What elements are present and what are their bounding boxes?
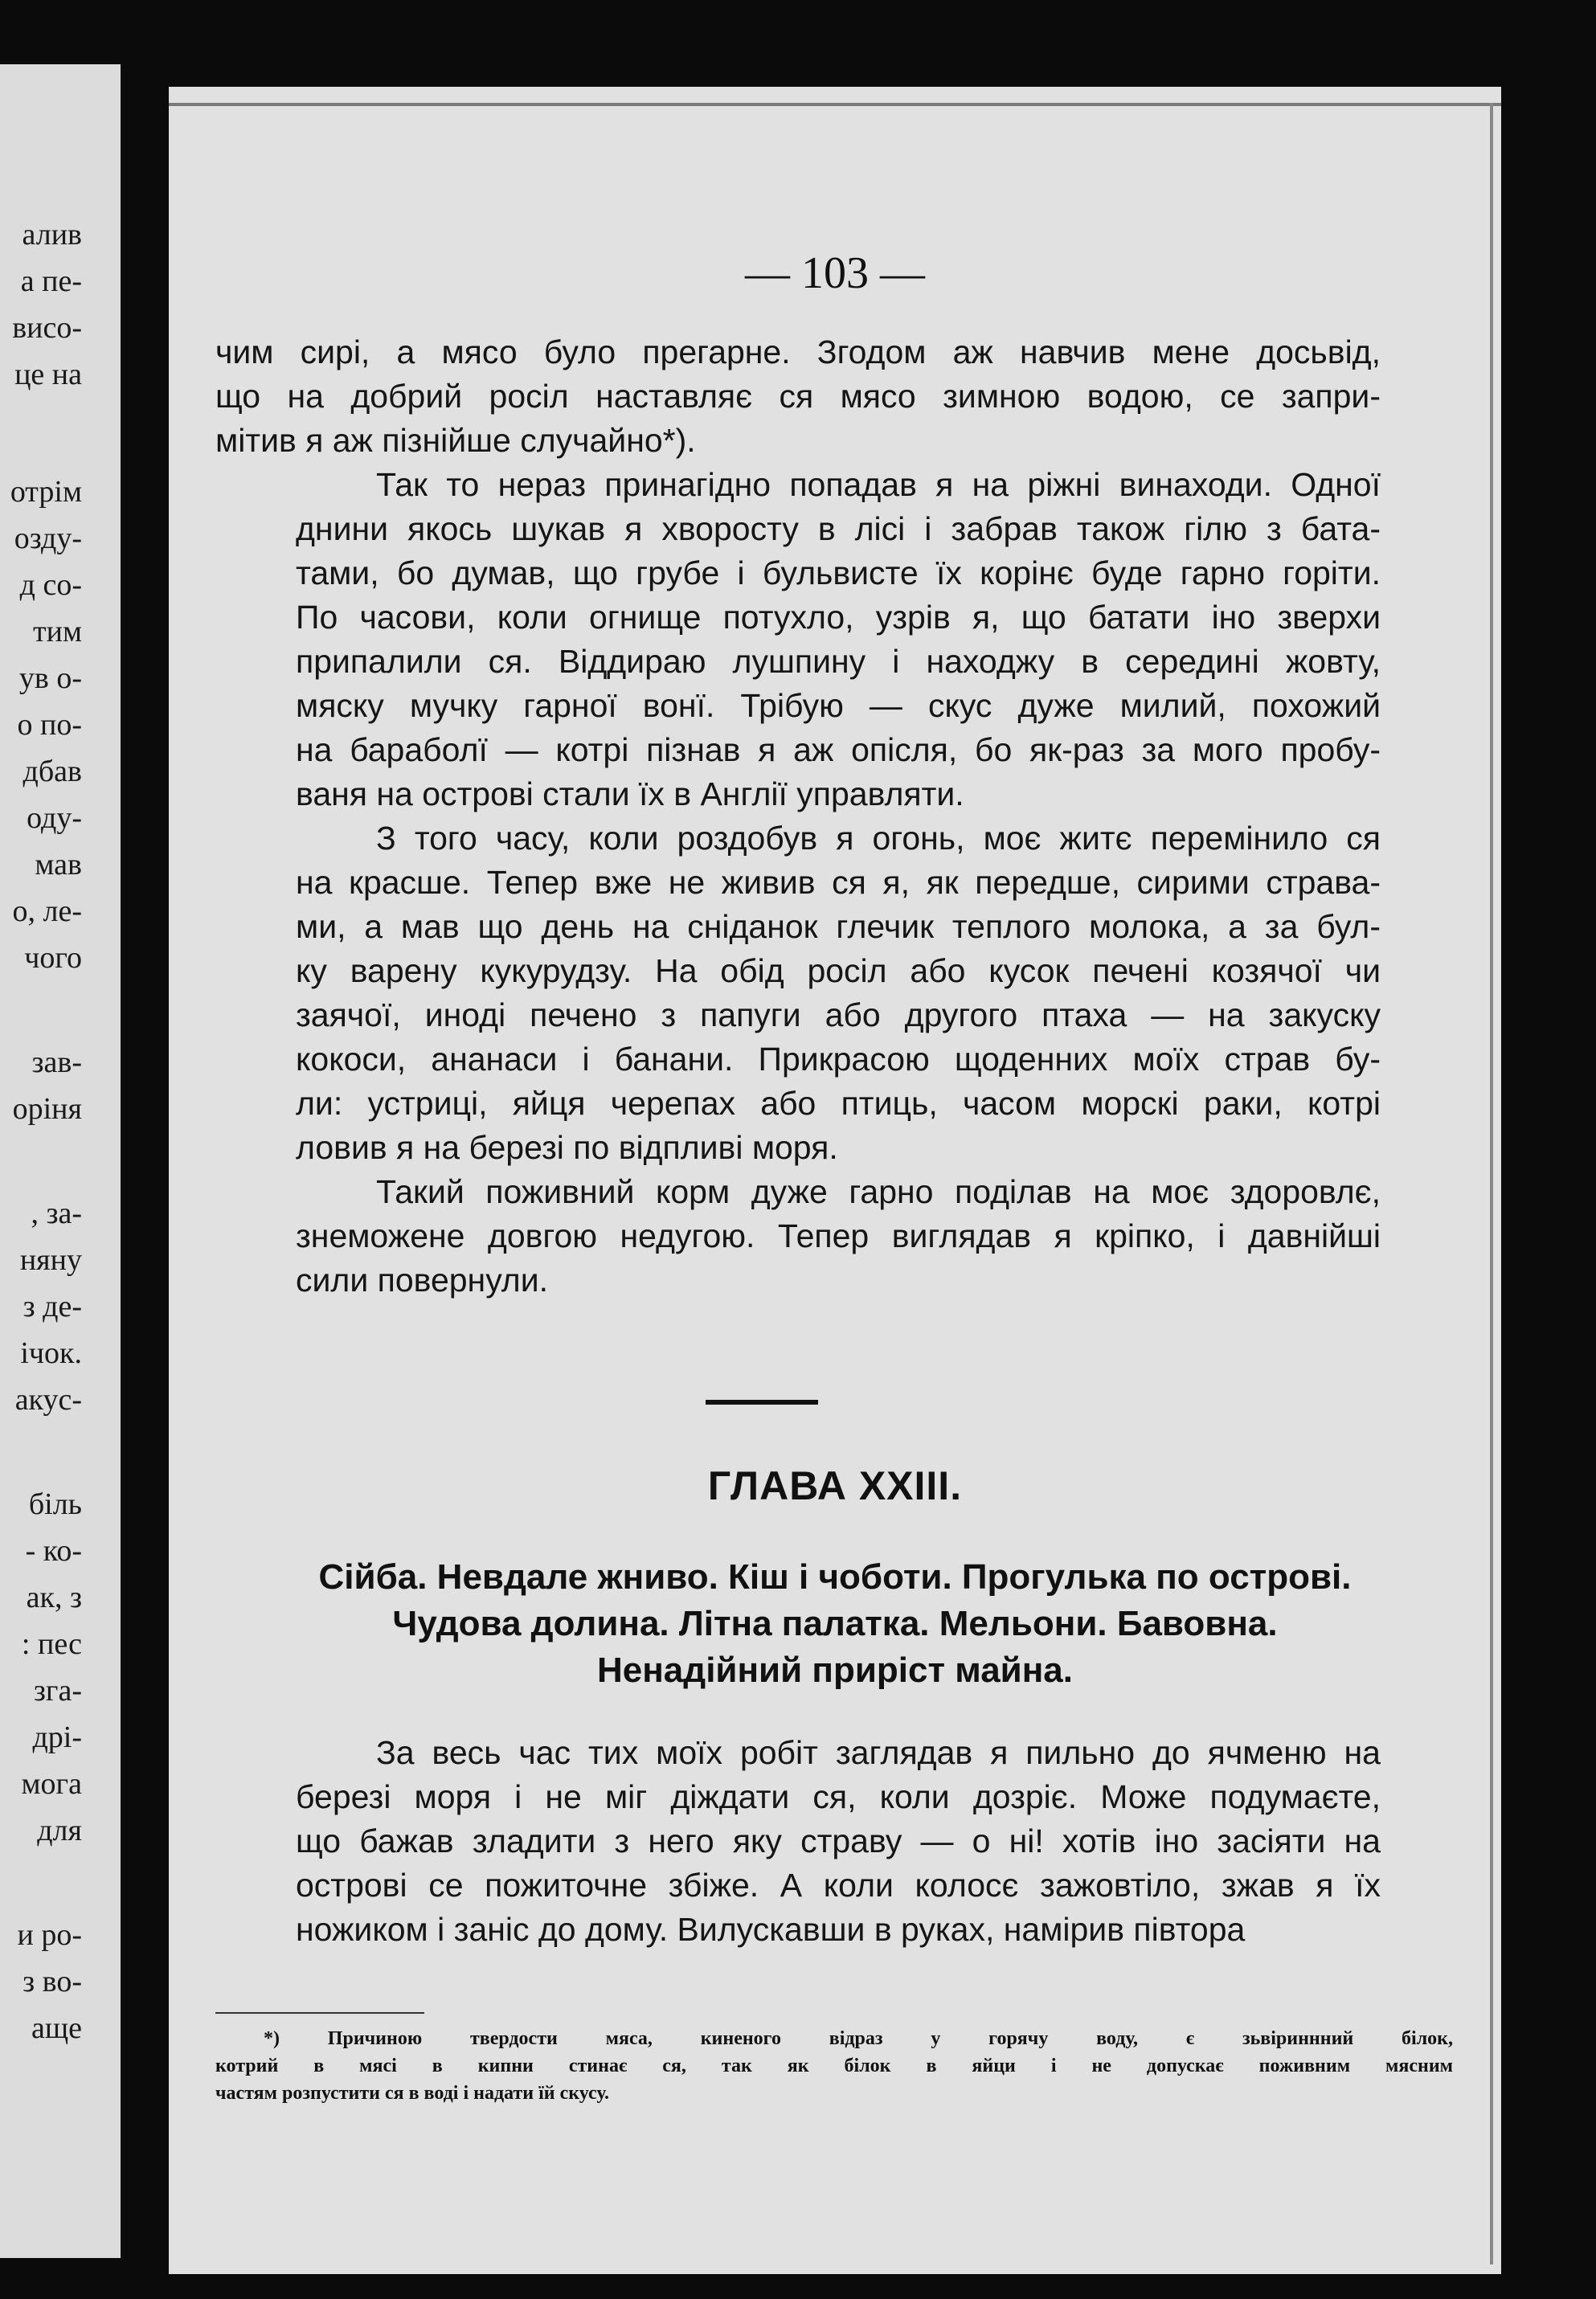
left-page-text-fragment: озду- xyxy=(14,522,82,555)
text-line: що на добрий росіл наставляє ся мясо зимною водою, се запри- xyxy=(215,378,1381,415)
text-line: Так то нераз принагідно попадав я на ріжні винаходи. Одної xyxy=(376,466,1381,503)
text-line: заячої, иноді печено з папуги або другого птаха — на закуску xyxy=(296,996,1381,1033)
left-page-text-fragment: оріня xyxy=(12,1092,82,1126)
left-page-text-fragment: о, ле- xyxy=(12,894,82,928)
footnote-line: *) Причиною твердости мяса, киненого відраз у горячу воду, є зьвіриннний білок, xyxy=(264,2028,1453,2049)
left-page-edge xyxy=(0,64,121,2258)
text-line: мяску мучку гарної вонї. Трібую — скус дуже милий, похожий xyxy=(296,687,1381,724)
left-page-text-fragment: ак, з xyxy=(26,1581,82,1614)
text-line: що бажав зладити з него яку страву — о ні! хотів іно засіяти на xyxy=(296,1822,1381,1859)
chapter-summary-line: Чудова долина. Літна палатка. Мельони. Бавовна. xyxy=(392,1604,1278,1643)
left-page-text-fragment: зав- xyxy=(31,1045,82,1079)
text-line: знеможене довгою недугою. Тепер виглядав я кріпко, і давнійші xyxy=(296,1217,1381,1254)
chapter-summary xyxy=(201,1554,1469,1694)
left-page-text-fragment: висо- xyxy=(12,311,82,345)
paragraph xyxy=(215,1731,1381,1952)
text-line: По часови, коли огнище потухло, узрів я, що батати іно зверхи xyxy=(296,599,1381,636)
chapter-summary-line: Ненадійний приріст майна. xyxy=(596,1651,1073,1690)
book-page xyxy=(169,87,1501,2274)
left-page-text-fragment: а пе- xyxy=(20,264,82,298)
paragraph xyxy=(215,463,1381,816)
left-page-text-fragment: це на xyxy=(14,358,82,391)
text-line: на красше. Тепер вже не живив ся я, як передше, сирими страва- xyxy=(296,864,1381,901)
left-page-text-fragment: оду- xyxy=(27,801,82,835)
page-edge-right xyxy=(1490,103,1493,2264)
footnote xyxy=(215,2025,1453,2107)
left-page-text-fragment: ічок. xyxy=(20,1336,82,1370)
left-page-text-fragment: аще xyxy=(31,2011,82,2045)
page-number: — 103 — xyxy=(745,248,925,298)
text-line: днини якось шукав я хворосту в лісі і забрав також гілю з бата- xyxy=(296,510,1381,547)
left-page-text-fragment: : пес xyxy=(21,1627,82,1661)
left-page-text-fragment: акус- xyxy=(14,1383,82,1417)
text-line: ку варену кукурудзу. На обід росіл або кусок печені козячої чи xyxy=(296,952,1381,989)
text-line: Такий поживний корм дуже гарно поділав на моє здоровлє, xyxy=(376,1173,1381,1210)
text-line: березі моря і не міг діждати ся, коли дозріє. Може подумаєте, xyxy=(296,1778,1381,1815)
text-line: З того часу, коли роздобув я огонь, моє житє перемінило ся xyxy=(376,820,1381,857)
left-page-text-fragment: - ко- xyxy=(25,1534,82,1568)
text-line: на бараболї — котрі пізнав я аж опісля, бо як-раз за мого пробу- xyxy=(296,731,1381,768)
text-line: ловив я на березі по відпливі моря. xyxy=(296,1129,838,1166)
text-line: ли: устриці, яйця черепах або птиць, часом морскі раки, котрі xyxy=(296,1085,1381,1122)
left-page-text-fragment: тим xyxy=(33,615,82,648)
left-page-text-fragment: зга- xyxy=(33,1674,82,1708)
text-line: чим сирі, а мясо було прегарне. Згодом аж навчив мене досьвід, xyxy=(215,333,1381,370)
left-page-text-fragment: и ро- xyxy=(17,1918,82,1952)
left-page-text-fragment: дрі- xyxy=(32,1720,82,1754)
footnote-line: частям розпустити ся в воді і надати їй скусу. xyxy=(215,2083,609,2104)
text-line: мітив я аж пізнійше случайно*). xyxy=(215,422,696,459)
page-edge-top xyxy=(169,103,1501,106)
left-page-text-fragment: няну xyxy=(19,1243,82,1277)
text-line: ваня на острові стали їх в Англії управляти. xyxy=(296,775,964,812)
left-page-text-fragment: біль xyxy=(28,1487,82,1521)
left-page-text-fragment: з во- xyxy=(23,1965,82,1998)
chapter-title: ГЛАВА XXIII. xyxy=(707,1463,963,1508)
left-page-text-fragment: ув о- xyxy=(18,661,82,695)
body-text-bottom xyxy=(215,1731,1381,1952)
left-page-text-fragment: , за- xyxy=(31,1197,82,1230)
chapter-summary-line: Сійба. Невдале жниво. Кіш і чоботи. Прогулька по острові. xyxy=(318,1557,1352,1597)
text-line: ножиком і заніс до дому. Вилускавши в руках, намірив півтора xyxy=(296,1911,1246,1948)
text-line: За весь час тих моїх робіт заглядав я пильно до ячменю на xyxy=(376,1734,1381,1771)
text-line: припалили ся. Віддираю лушпину і находжу в середині жовту, xyxy=(296,643,1381,680)
left-page-text-fragment: дбав xyxy=(23,755,82,788)
text-line: острові се пожиточне збіже. А коли колосє зажовтіло, зжав я їх xyxy=(296,1867,1381,1904)
paragraph xyxy=(215,1170,1381,1303)
footnote-line: котрий в мясі в кипни стинає ся, так як білок в яйци і не допускає поживним мясним xyxy=(215,2056,1453,2076)
left-page-text-fragment: д со- xyxy=(19,568,82,602)
left-page-text-fragment: з де- xyxy=(23,1290,82,1323)
text-line: сили повернули. xyxy=(296,1262,549,1299)
text-line: ми, а мав що день на сніданок глечик теплого молока, а за бул- xyxy=(296,908,1381,945)
text-line: тами, бо думав, що грубе і бульвисте їх корінє буде гарно горіти. xyxy=(296,554,1381,591)
left-page-text-fragment: чого xyxy=(24,941,82,975)
left-page-text-fragment: отрім xyxy=(10,475,82,509)
left-page-text-fragment: алив xyxy=(22,218,82,252)
left-page-text-fragment: мав xyxy=(35,848,82,882)
footnote-divider xyxy=(215,2012,424,2014)
text-line: кокоси, ананаси і банани. Прикрасою щоденних моїх страв бу- xyxy=(296,1041,1381,1078)
left-page-text-fragment: для xyxy=(37,1814,82,1847)
body-text-top xyxy=(215,330,1381,1303)
section-divider xyxy=(706,1400,818,1405)
left-page-text-fragment: мога xyxy=(21,1767,82,1801)
paragraph xyxy=(215,816,1381,1170)
left-page-text-fragment: о по- xyxy=(17,708,82,742)
paragraph xyxy=(215,330,1381,463)
